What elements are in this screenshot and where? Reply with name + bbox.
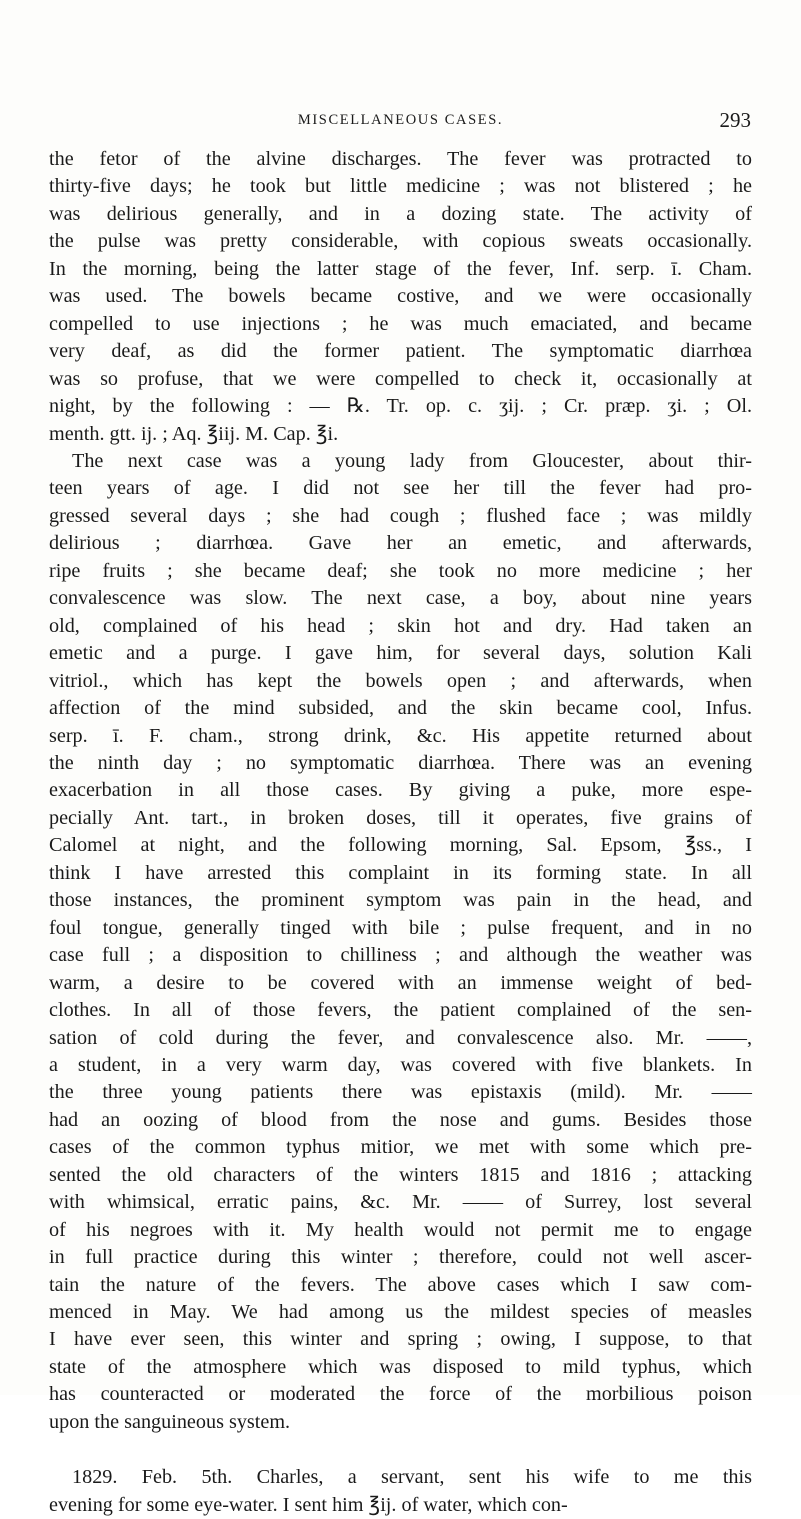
text-line: very deaf, as did the former patient. The symptomatic diarrhœa — [49, 340, 752, 363]
text-line: old, complained of his head ; skin hot and dry. Had taken an — [49, 614, 752, 637]
running-title: MISCELLANEOUS CASES. — [297, 112, 504, 128]
text-line: has counteracted or moderated the force of the morbilious poison — [49, 1383, 752, 1406]
text-line: affection of the mind subsided, and the skin became cool, Infus. — [49, 697, 752, 720]
text-line: thirty-five days; he took but little medicine ; was not blistered ; he — [49, 175, 752, 198]
text-line: was used. The bowels became costive, and we were occasionally — [49, 285, 752, 308]
text-line: menced in May. We had among us the mildest species of measles — [49, 1301, 752, 1324]
text-line: cases of the common typhus mitior, we met with some which pre- — [49, 1136, 752, 1159]
text-line: the pulse was pretty considerable, with copious sweats occasionally. — [49, 230, 752, 253]
text-line: clothes. In all of those fevers, the patient complained of the sen- — [49, 999, 752, 1022]
text-line: The next case was a young lady from Gloucester, about thir- — [72, 449, 752, 472]
page-number: 293 — [719, 108, 751, 132]
text-line: sented the old characters of the winters 1815 and 1816 ; attacking — [49, 1163, 752, 1186]
text-line: the ninth day ; no symptomatic diarrhœa. There was an evening — [49, 751, 752, 774]
body-text — [49, 146, 752, 1519]
text-line: in full practice during this winter ; therefore, could not well ascer- — [49, 1246, 752, 1269]
text-line: state of the atmosphere which was disposed to mild typhus, which — [49, 1355, 752, 1378]
text-line: 1829. Feb. 5th. Charles, a servant, sent his wife to me this — [72, 1466, 752, 1489]
text-line: think I have arrested this complaint in its forming state. In all — [49, 861, 752, 884]
text-line: with whimsical, erratic pains, &c. Mr. —— of Surrey, lost several — [49, 1191, 752, 1214]
text-line: of his negroes with it. My health would not permit me to engage — [49, 1218, 752, 1241]
text-line: the three young patients there was epistaxis (mild). Mr. —— — [49, 1081, 752, 1104]
text-line: convalescence was slow. The next case, a boy, about nine years — [49, 587, 752, 610]
text-line: foul tongue, generally tinged with bile ; pulse frequent, and in no — [49, 916, 752, 939]
text-line: compelled to use injections ; he was much emaciated, and became — [49, 312, 752, 335]
text-line: a student, in a very warm day, was covered with five blankets. In — [49, 1053, 752, 1076]
text-line: those instances, the prominent symptom was pain in the head, and — [49, 889, 752, 912]
text-line: had an oozing of blood from the nose and gums. Besides those — [49, 1108, 752, 1131]
text-line: case full ; a disposition to chilliness ; and although the weather was — [49, 944, 752, 967]
paragraph-continuation — [49, 146, 752, 448]
text-line: was delirious generally, and in a dozing state. The activity of — [49, 202, 752, 225]
paragraph-gap — [49, 1436, 752, 1464]
text-line: night, by the following : — ℞. Tr. op. c. ʒij. ; Cr. præp. ʒi. ; Ol. — [49, 395, 752, 418]
text-line: In the morning, being the latter stage of the fever, Inf. serp. ī. Cham. — [49, 257, 752, 280]
text-line: upon the sanguineous system. — [49, 1410, 291, 1433]
running-head — [0, 108, 801, 136]
text-line: was so profuse, that we were compelled to check it, occasionally at — [49, 367, 752, 390]
text-line: evening for some eye-water. I sent him ℥ij. of water, which con- — [49, 1493, 568, 1516]
text-line: Calomel at night, and the following morning, Sal. Epsom, ℥ss., I — [49, 834, 752, 857]
text-line: pecially Ant. tart., in broken doses, till it operates, five grains of — [49, 806, 752, 829]
text-line: gressed several days ; she had cough ; flushed face ; was mildly — [49, 504, 752, 527]
text-line: teen years of age. I did not see her till the fever had pro- — [49, 477, 752, 500]
text-line: serp. ī. F. cham., strong drink, &c. His appetite returned about — [49, 724, 752, 747]
text-line: the fetor of the alvine discharges. The fever was protracted to — [49, 148, 752, 170]
text-line: exacerbation in all those cases. By giving a puke, more espe- — [49, 779, 752, 802]
text-line: warm, a desire to be covered with an immense weight of bed- — [49, 971, 752, 994]
text-line: tain the nature of the fevers. The above cases which I saw com- — [49, 1273, 752, 1296]
paragraph-next-case — [49, 448, 752, 1436]
text-line: vitriol., which has kept the bowels open ; and afterwards, when — [49, 669, 752, 692]
text-line: delirious ; diarrhœa. Gave her an emetic, and afterwards, — [49, 532, 752, 555]
paragraph-dated-entry — [49, 1464, 752, 1519]
text-line: I have ever seen, this winter and spring ; owing, I suppose, to that — [49, 1328, 752, 1351]
text-line: ripe fruits ; she became deaf; she took no more medicine ; her — [49, 559, 752, 582]
text-line: sation of cold during the fever, and convalescence also. Mr. ——, — [49, 1026, 752, 1049]
text-line: emetic and a purge. I gave him, for several days, solution Kali — [49, 642, 752, 665]
text-line: menth. gtt. ij. ; Aq. ℥iij. M. Cap. ℥i. — [49, 422, 339, 445]
